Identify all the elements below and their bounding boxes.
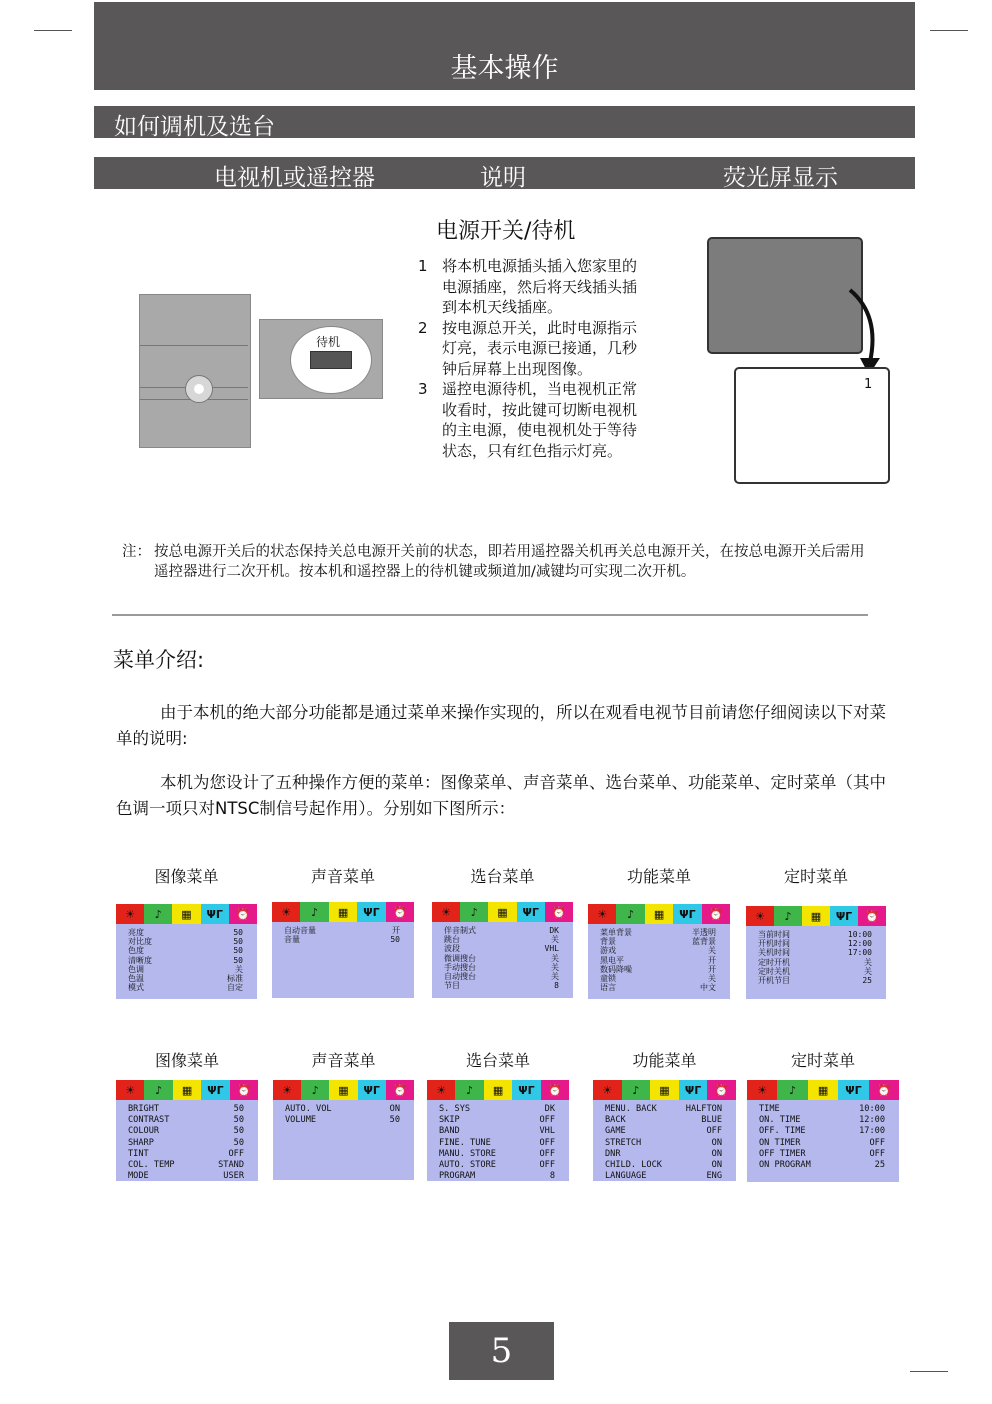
menu-option-label: BRIGHT — [128, 1104, 160, 1114]
osd-menu-panel — [747, 1080, 899, 1182]
power-button-icon — [185, 375, 213, 403]
menu-option-value: VHL — [544, 944, 559, 954]
menu-option-row — [439, 1115, 555, 1126]
menu-option-row — [600, 974, 716, 983]
osd-tab-bar — [588, 904, 730, 924]
step-item — [418, 256, 638, 318]
menu-option-row — [128, 1126, 244, 1137]
menu-option-value: 开 — [708, 955, 716, 965]
menu-option-label: 童锁 — [600, 974, 616, 984]
menu-option-label: BAND — [439, 1126, 460, 1137]
menu-option-value: 关 — [551, 935, 559, 945]
column-header-band — [94, 157, 915, 189]
menu-option-value: 标准 — [227, 974, 243, 984]
picture-icon: ☀ — [427, 1080, 455, 1100]
channel-icon: ▦ — [484, 1080, 512, 1100]
menu-option-row — [759, 1126, 885, 1137]
menu-option-row — [758, 967, 872, 976]
menu-option-row — [128, 974, 243, 983]
menu-option-value: 25 — [862, 976, 872, 986]
step-number: 2 — [418, 318, 428, 337]
menu-option-label: COLOUR — [128, 1126, 160, 1137]
menu-title: 声音菜单 — [310, 867, 375, 886]
menu-option-value: OFF — [869, 1148, 885, 1159]
menu-option-label: VOLUME — [285, 1115, 317, 1126]
tv-front-illustration — [139, 294, 251, 448]
menu-option-row — [444, 944, 559, 953]
menu-title: 定时菜单 — [783, 867, 848, 886]
timer-icon: ⏰ — [230, 1080, 258, 1100]
menu-option-label: DNR — [605, 1148, 621, 1159]
power-steps — [418, 256, 638, 461]
picture-icon: ☀ — [273, 1080, 301, 1100]
menu-option-row — [128, 937, 243, 946]
menu-option-label: 节目 — [444, 981, 460, 991]
menu-option-value: 关 — [708, 946, 716, 956]
step-text: 按电源总开关，此时电源指示灯亮，表示电源已接通，几秒钟后屏幕上出现图像。 — [442, 318, 638, 378]
sound-icon: ♪ — [144, 1080, 172, 1100]
menu-option-value: OFF — [869, 1137, 885, 1148]
menu-title: 功能菜单 — [632, 1051, 697, 1070]
screen-on-illustration — [734, 367, 890, 484]
menu-option-row — [128, 1104, 244, 1115]
menu-option-value: ON — [711, 1137, 722, 1148]
menu-option-row — [439, 1171, 555, 1182]
menu-option-label: 开机节目 — [758, 976, 790, 986]
menu-option-value: DK — [544, 1104, 555, 1114]
menu-option-row — [600, 946, 716, 955]
menu-option-value: OFF — [539, 1137, 555, 1148]
picture-icon: ☀ — [116, 1080, 144, 1100]
sound-icon: ♪ — [460, 902, 488, 922]
menu-option-value: 17:00 — [859, 1126, 885, 1137]
menu-option-label: ON. TIME — [759, 1115, 801, 1126]
menu-option-label: 色温 — [128, 974, 144, 984]
menu-option-row — [128, 956, 243, 965]
arrow-icon — [840, 280, 890, 380]
menu-title: 定时菜单 — [790, 1051, 855, 1070]
menu-option-value: OFF — [539, 1148, 555, 1159]
menu-option-label: TIME — [759, 1104, 780, 1114]
menu-option-row — [759, 1138, 885, 1149]
menu-option-label: SKIP — [439, 1115, 460, 1126]
menu-option-value: 关 — [235, 964, 243, 974]
menu-option-value: 8 — [554, 981, 559, 991]
sound-icon: ♪ — [616, 904, 644, 924]
step-text: 遥控电源待机，当电视机正常收看时，按此键可切断电视机的主电源，使电视机处于等待状态，只有红色指示灯亮。 — [442, 380, 638, 460]
remote-closeup-illustration — [259, 319, 383, 399]
menu-option-label: AUTO. STORE — [439, 1160, 496, 1171]
osd-menu-panel — [432, 902, 573, 998]
menu-option-label: ON TIMER — [759, 1137, 801, 1148]
menu-option-row — [128, 1115, 244, 1126]
menu-option-row — [128, 946, 243, 955]
picture-icon: ☀ — [747, 1080, 777, 1100]
column-header-device: 电视机或遥控器 — [214, 165, 375, 191]
menu-option-value: ENG — [706, 1171, 722, 1182]
picture-icon: ☀ — [272, 902, 300, 922]
menu-option-label: COL. TEMP — [128, 1160, 175, 1171]
menu-option-row — [128, 983, 243, 992]
picture-icon: ☀ — [432, 902, 460, 922]
menu-title: 图像菜单 — [154, 1051, 219, 1070]
menu-option-value: 关 — [551, 962, 559, 972]
menu-option-label: 模式 — [128, 983, 144, 993]
sound-icon: ♪ — [300, 902, 328, 922]
menu-option-label: 手动搜台 — [444, 962, 476, 972]
menu-option-row — [605, 1149, 722, 1160]
menu-option-row — [759, 1160, 885, 1171]
sound-icon: ♪ — [774, 906, 802, 926]
menu-option-value: BLUE — [701, 1115, 722, 1126]
sound-icon: ♪ — [301, 1080, 329, 1100]
menu-option-label: AUTO. VOL — [285, 1104, 332, 1114]
menu-title: 选台菜单 — [470, 867, 535, 886]
channel-icon: ▦ — [650, 1080, 679, 1100]
menu-option-row — [444, 926, 559, 935]
menu-option-row — [444, 981, 559, 990]
menu-option-row — [128, 1149, 244, 1160]
menu-option-label: 当前时间 — [758, 930, 790, 939]
menu-option-value: 开 — [708, 964, 716, 974]
menu-option-row — [759, 1104, 885, 1115]
menu-option-value: 50 — [233, 1104, 244, 1114]
menu-option-row — [444, 963, 559, 972]
step-item — [418, 318, 638, 380]
menu-option-value: 开 — [392, 926, 400, 935]
menu-option-row — [600, 937, 716, 946]
menu-option-row — [439, 1126, 555, 1137]
menu-option-value: 关 — [708, 974, 716, 984]
menu-option-value: 10:00 — [847, 930, 872, 939]
page-number: 5 — [449, 1322, 554, 1380]
menu-option-label: 定时开机 — [758, 957, 790, 967]
sound-icon: ♪ — [455, 1080, 483, 1100]
menu-option-label: CONTRAST — [128, 1115, 170, 1126]
channel-icon: ▦ — [172, 904, 200, 924]
menu-option-row — [439, 1160, 555, 1171]
channel-icon: ▦ — [808, 1080, 838, 1100]
menu-option-label: 跳台 — [444, 935, 460, 945]
channel-icon: ▦ — [173, 1080, 201, 1100]
channel-icon: ▦ — [645, 904, 673, 924]
function-icon: ΨΓ — [358, 1080, 386, 1100]
menu-option-label: 音量 — [284, 935, 300, 945]
menu-option-row — [600, 956, 716, 965]
menu-option-label: 关机时间 — [758, 948, 790, 958]
menu-option-label: BACK — [605, 1115, 626, 1126]
page-title: 基本操作 — [450, 53, 559, 84]
menu-option-value: DK — [549, 926, 559, 935]
step-number: 1 — [418, 257, 428, 275]
menu-option-value: 50 — [233, 1126, 244, 1137]
menu-option-value: 12:00 — [847, 939, 872, 949]
picture-icon: ☀ — [593, 1080, 622, 1100]
timer-icon: ⏰ — [541, 1080, 569, 1100]
osd-tab-bar — [116, 904, 257, 924]
timer-icon: ⏰ — [229, 904, 257, 924]
menu-option-row — [758, 976, 872, 985]
timer-icon: ⏰ — [707, 1080, 736, 1100]
menu-option-label: MANU. STORE — [439, 1148, 496, 1159]
note-label: 注： — [122, 544, 151, 560]
timer-icon: ⏰ — [702, 904, 730, 924]
section-title: 如何调机及选台 — [114, 114, 275, 140]
menu-option-value: 50 — [233, 955, 243, 965]
menu-option-label: 微调搜台 — [444, 953, 476, 963]
osd-tab-bar — [746, 906, 886, 926]
menu-option-label: 定时关机 — [758, 966, 790, 976]
menu-option-row — [605, 1115, 722, 1126]
menu-option-row — [758, 930, 872, 939]
osd-menu-panel — [593, 1080, 736, 1181]
timer-icon: ⏰ — [545, 902, 573, 922]
menu-option-row — [605, 1138, 722, 1149]
menu-option-row — [285, 1115, 400, 1126]
timer-icon: ⏰ — [869, 1080, 899, 1100]
menu-option-value: VHL — [539, 1126, 555, 1137]
menu-option-row — [758, 948, 872, 957]
menu-option-row — [284, 926, 400, 935]
menu-option-label: 伴音制式 — [444, 926, 476, 935]
function-icon: ΨΓ — [673, 904, 701, 924]
menu-option-value: OFF — [228, 1148, 244, 1159]
menu-intro-paragraph: 由于本机的绝大部分功能都是通过菜单来操作实现的，所以在观看电视节目前请您仔细阅读以下对菜单的说明: — [116, 703, 886, 748]
timer-icon: ⏰ — [386, 1080, 414, 1100]
menu-option-row — [600, 965, 716, 974]
menu-option-value: OFF — [539, 1115, 555, 1126]
menu-option-row — [128, 1138, 244, 1149]
function-icon: ΨΓ — [201, 904, 229, 924]
menu-option-value: 10:00 — [859, 1104, 885, 1114]
menu-option-row — [128, 1160, 244, 1171]
function-icon: ΨΓ — [838, 1080, 868, 1100]
menu-option-label: S. SYS — [439, 1104, 471, 1114]
menu-option-row — [759, 1115, 885, 1126]
menu-option-value: 关 — [551, 953, 559, 963]
menu-option-row — [605, 1126, 722, 1137]
note-text: 按总电源开关后的状态保持关总电源开关前的状态，即若用遥控器关机再关总电源开关，在按总电源开关后需用遥控器进行二次开机。按本机和遥控器上的待机键或频道加/减键均可实现二次开机。 — [154, 544, 865, 580]
crop-mark — [910, 1371, 948, 1372]
crop-mark — [930, 30, 968, 31]
sound-icon: ♪ — [622, 1080, 651, 1100]
menu-option-label: LANGUAGE — [605, 1171, 647, 1182]
column-header-description: 说明 — [480, 165, 526, 191]
function-icon: ΨΓ — [517, 902, 545, 922]
menu-option-row — [600, 928, 716, 937]
menu-option-value: 12:00 — [859, 1115, 885, 1126]
divider — [112, 614, 868, 616]
osd-menu-panel — [746, 906, 886, 999]
osd-menu-panel — [273, 1080, 414, 1180]
menu-option-row — [758, 958, 872, 967]
menu-option-value: ON — [711, 1160, 722, 1171]
menu-option-label: SHARP — [128, 1137, 154, 1148]
menu-option-value: 50 — [233, 928, 243, 937]
osd-menu-panel — [116, 1080, 258, 1181]
menu-option-label: PROGRAM — [439, 1171, 476, 1182]
menu-option-label: MODE — [128, 1171, 149, 1182]
menu-option-label: 色调 — [128, 964, 144, 974]
standby-button-icon — [310, 351, 352, 369]
picture-icon: ☀ — [746, 906, 774, 926]
function-icon: ΨΓ — [512, 1080, 540, 1100]
menu-option-label: 黑电平 — [600, 955, 624, 965]
osd-tab-bar — [116, 1080, 258, 1100]
menu-option-label: 亮度 — [128, 928, 144, 937]
menu-option-value: ON — [389, 1104, 400, 1114]
note — [122, 542, 872, 582]
menu-option-row — [284, 935, 400, 944]
menu-option-row — [285, 1104, 400, 1115]
menu-option-row — [439, 1149, 555, 1160]
osd-menu-panel — [116, 904, 257, 999]
menu-title: 功能菜单 — [626, 867, 691, 886]
menu-option-label: 对比度 — [128, 937, 152, 947]
osd-tab-bar — [432, 902, 573, 922]
menu-option-label: 清晰度 — [128, 955, 152, 965]
menu-option-label: 波段 — [444, 944, 460, 954]
menu-option-value: 50 — [233, 946, 243, 956]
menu-option-value: 50 — [233, 1137, 244, 1148]
menu-intro-heading: 菜单介绍: — [113, 648, 205, 672]
menu-option-label: OFF TIMER — [759, 1148, 806, 1159]
menu-option-label: 语言 — [600, 983, 616, 993]
menu-option-label: 开机时间 — [758, 939, 790, 949]
osd-menu-panel — [427, 1080, 569, 1181]
menu-option-value: 25 — [874, 1160, 885, 1171]
osd-tab-bar — [273, 1080, 414, 1100]
menu-option-row — [605, 1104, 722, 1115]
menu-option-label: GAME — [605, 1126, 626, 1137]
step-number: 3 — [418, 380, 428, 398]
menu-option-row — [605, 1171, 722, 1182]
osd-menu-panel — [272, 902, 414, 998]
screen-channel-number: 1 — [864, 377, 873, 392]
menu-option-value: 17:00 — [847, 948, 872, 958]
menu-option-value: 50 — [390, 935, 400, 945]
osd-menu-panel — [588, 904, 730, 999]
menu-option-label: 背景 — [600, 937, 616, 947]
menu-option-value: 关 — [551, 972, 559, 982]
menu-option-label: TINT — [128, 1148, 149, 1159]
power-heading: 电源开关/待机 — [436, 219, 576, 244]
menu-option-value: 蓝背景 — [692, 937, 716, 947]
function-icon: ΨΓ — [357, 902, 385, 922]
column-header-screen: 荧光屏显示 — [723, 165, 838, 191]
section-band — [94, 106, 915, 138]
menu-option-row — [128, 1171, 244, 1182]
menu-option-label: FINE. TUNE — [439, 1137, 491, 1148]
function-icon: ΨΓ — [679, 1080, 708, 1100]
menu-option-label: OFF. TIME — [759, 1126, 806, 1137]
sound-icon: ♪ — [777, 1080, 807, 1100]
menu-title: 声音菜单 — [311, 1051, 376, 1070]
menu-title: 图像菜单 — [154, 867, 219, 886]
function-icon: ΨΓ — [201, 1080, 229, 1100]
menu-option-label: 游戏 — [600, 946, 616, 956]
menu-option-label: 色度 — [128, 946, 144, 956]
function-icon: ΨΓ — [830, 906, 858, 926]
picture-icon: ☀ — [588, 904, 616, 924]
menu-option-row — [444, 972, 559, 981]
osd-tab-bar — [747, 1080, 899, 1100]
menu-option-row — [128, 928, 243, 937]
menu-option-row — [439, 1104, 555, 1115]
menu-option-label: 菜单背景 — [600, 928, 632, 937]
menu-option-row — [444, 954, 559, 963]
menu-option-label: STRETCH — [605, 1137, 642, 1148]
timer-icon: ⏰ — [386, 902, 414, 922]
timer-icon: ⏰ — [858, 906, 886, 926]
page-title-band — [94, 2, 915, 90]
menu-option-value: 中文 — [700, 983, 716, 993]
step-item — [418, 379, 638, 461]
channel-icon: ▦ — [329, 902, 357, 922]
menu-option-label: ON PROGRAM — [759, 1160, 811, 1171]
menu-option-value: HALFTON — [685, 1104, 722, 1114]
menu-option-label: 数码降噪 — [600, 964, 632, 974]
crop-mark — [34, 30, 72, 31]
menu-option-value: 半透明 — [692, 928, 716, 937]
menu-option-value: OFF — [706, 1126, 722, 1137]
picture-icon: ☀ — [116, 904, 144, 924]
menu-option-value: 8 — [549, 1171, 555, 1182]
sound-icon: ♪ — [144, 904, 172, 924]
channel-icon: ▦ — [329, 1080, 357, 1100]
menu-option-row — [600, 983, 716, 992]
menu-option-value: ON — [711, 1148, 722, 1159]
menu-intro-paragraph: 本机为您设计了五种操作方便的菜单：图像菜单、声音菜单、选台菜单、功能菜单、定时菜单（其中色调一项只对NTSC制信号起作用）。分别如下图所示： — [116, 773, 886, 818]
menu-option-row — [759, 1149, 885, 1160]
step-text: 将本机电源插头插入您家里的电源插座，然后将天线插头插到本机天线插座。 — [442, 257, 638, 316]
menu-option-label: 自动音量 — [284, 926, 316, 935]
menu-option-value: 50 — [233, 1115, 244, 1126]
menu-option-row — [128, 965, 243, 974]
menu-option-value: 关 — [864, 957, 872, 967]
menu-option-label: CHILD. LOCK — [605, 1160, 662, 1171]
menu-option-value: 自定 — [227, 983, 243, 993]
menu-option-label: 自动搜台 — [444, 972, 476, 982]
menu-title: 选台菜单 — [465, 1051, 530, 1070]
menu-option-row — [444, 935, 559, 944]
osd-tab-bar — [427, 1080, 569, 1100]
menu-option-value: USER — [223, 1171, 244, 1182]
menu-option-value: OFF — [539, 1160, 555, 1171]
menu-option-value: 50 — [389, 1115, 400, 1126]
menu-option-row — [439, 1138, 555, 1149]
osd-tab-bar — [272, 902, 414, 922]
menu-option-value: STAND — [218, 1160, 244, 1171]
standby-label: 待机 — [316, 335, 341, 349]
channel-icon: ▦ — [488, 902, 516, 922]
menu-option-label: MENU. BACK — [605, 1104, 657, 1114]
osd-tab-bar — [593, 1080, 736, 1100]
menu-option-value: 关 — [864, 966, 872, 976]
menu-option-value: 50 — [233, 937, 243, 947]
channel-icon: ▦ — [802, 906, 830, 926]
menu-option-row — [605, 1160, 722, 1171]
